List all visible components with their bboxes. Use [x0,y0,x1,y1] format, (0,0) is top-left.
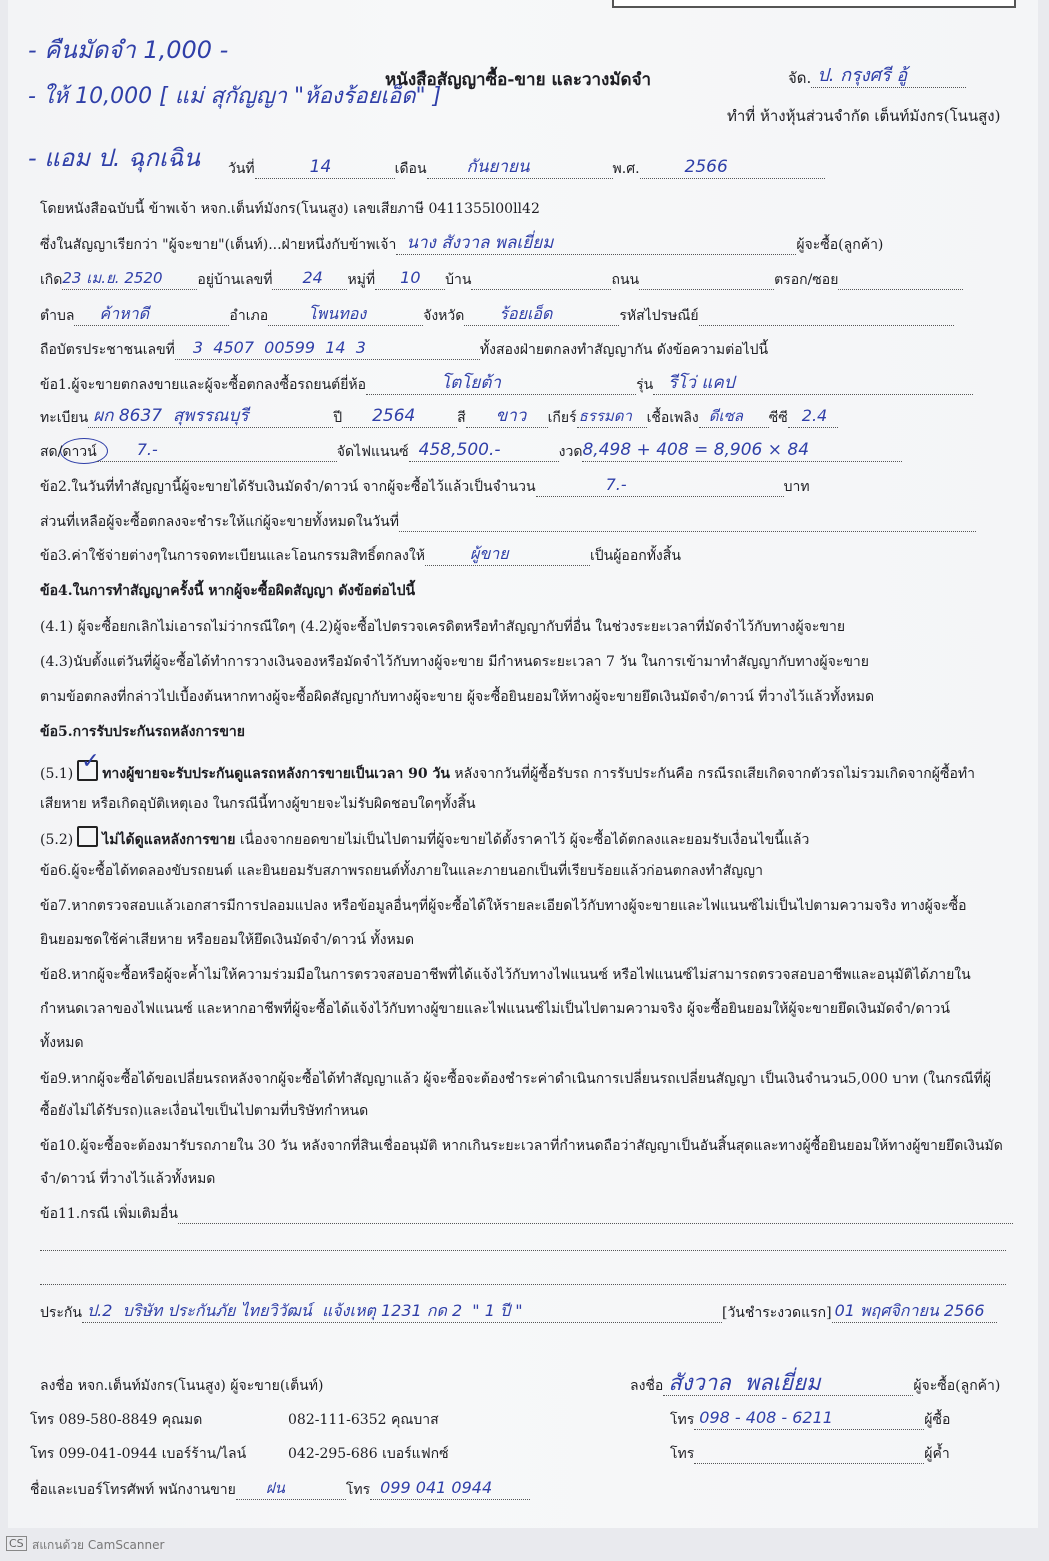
handwritten-note-give: - ให้ 10,000 [ แม่ สุกัญญา "ห้องร้อยเอ็ด" ] [28,84,442,109]
place-line: ทำที่ ห้างหุ้นส่วนจำกัด เต็นท์มังกร(โนนสูง) [727,107,1001,125]
seller-signature-line: ลงชื่อ หจก.เต็นท์มังกร(โนนสูง) ผู้จะขาย(เต็นท์) [40,1378,324,1394]
clause-2b-line: ส่วนที่เหลือผู้จะซื้อตกลงจะชำระให้แก่ผู้จะขายทั้งหมดในวันที่ [40,512,976,532]
blank-line-2 [40,1266,1006,1285]
camscanner-logo: CS [6,1536,27,1551]
shop-phone-1: โทร 089-580-8849 คุณมด [30,1412,203,1428]
clause-5-1b: เสียหาย หรือเกิดอุบัติเหตุเอง ในกรณีนี้ทางผู้ขายจะไม่รับผิดชอบใดๆทั้งสิ้น [40,796,476,812]
top-border-box [612,0,1016,8]
clause-5-2: (5.2) ไม่ได้ดูแลหลังการขาย เนื่องจากยอดขายไม่เป็นไปตามที่ผู้จะขายได้ตั้งราคาไว้ ผู้จะซื้อได้ตกลงและยอมรับเงื่อนไขนี้แล้ว [40,826,809,850]
clause-8b: กำหนดเวลาของไฟแนนซ์ และหากอาชีพที่ผู้จะซื้อได้แจ้งไว้กับทางผู้ขายและไฟแนนซ์ไม่เป็นไปตามความจริง ผู้จะซื้อยินยอมให้ผู้จะขายยึดเงินมัดจำ/ดาวน์ [40,1001,950,1017]
clause-4-1: (4.1) ผู้จะซื้อยกเลิกไม่เอารถไม่ว่ากรณีใดๆ (4.2)ผู้จะซื้อไปตรวจเครดิตหรือทำสัญญากับที่อื่น ในช่วงระยะเวลาที่มัดจำไว้กับทางผู้จะขาย [40,619,846,635]
clause-10a: ข้อ10.ผู้จะซื้อจะต้องมารับรถภายใน 30 วัน หลังจากที่สินเชื่ออนุมัติ หากเกินระยะเวลาที่กำหนดถือว่าสัญญาเป็นอันสิ้นสุดและทางผู้ซื้อยินยอมให้ทางผู้ขายยึดเงินมัด [40,1138,1003,1154]
address-line-1: เกิด 23 เม.ย. 2520 อยู่บ้านเลขที่ 24 หมู่ที่ 10 บ้าน ถนน ตรอก/ซอย [40,270,963,290]
check-mark-icon: ✓ [81,749,100,774]
handwritten-note-am: - แอม ป. ฉุกเฉิน [28,144,200,172]
clause-11: ข้อ11.กรณี เพิ่มเติมอื่น [40,1204,1013,1224]
shop-phone-2: 082-111-6352 คุณบาส [288,1412,439,1428]
clause-2-line: ข้อ2.ในวันที่ทำสัญญานี้ผู้จะขายได้รับเงินมัดจำ/ดาวน์ จากผู้จะซื้อไว้แล้วเป็นจำนวน 7.- บาท [40,475,810,495]
clause-6: ข้อ6.ผู้จะซื้อได้ทดลองขับรถยนต์ และยินยอมรับสภาพรถยนต์ทั้งภายในและภายนอกเป็นที่เรียบร้อยแล้วก่อนตกลงทำสัญญา [40,863,763,879]
jat-line: จัด. ป. กรุงศรี อู้ [788,68,966,88]
clause-5-heading: ข้อ5.การรับประกันรถหลังการขาย [40,724,245,740]
clause-4-3b: ตามข้อตกลงที่กล่าวไปเบื้องต้นหากทางผู้จะซื้อผิดสัญญากับทางผู้จะขาย ผู้จะซื้อยินยอมให้ทางผู้จะขายยึดเงินมัดจำ/ดาวน์ ที่วางไว้แล้วทั้งหมด [40,689,875,705]
intro-line: โดยหนังสือฉบับนี้ ข้าพเจ้า หจก.เต็นท์มังกร(โนนสูง) เลขเสียภาษี 0411355l00ll42 [40,201,540,217]
clause-1-line: ข้อ1.ผู้จะขายตกลงขายและผู้จะซื้อตกลงซื้อรถยนต์ยี่ห้อ โตโยต้า รุ่น รีโว่ แคป [40,375,973,395]
clause-9a: ข้อ9.หากผู้จะซื้อได้ขอเปลี่ยนรถหลังจากผู้จะซื้อได้ทำสัญญาแล้ว ผู้จะซื้อจะต้องชำระค่าดำเนินการเปลี่ยนรถเปลี่ยนสัญญา เป็นเงินจำนวน5,000 บาท (ในกรณีที่ผู้ [40,1071,992,1087]
clause-4-3: (4.3)นับตั้งแต่วันที่ผู้จะซื้อได้ทำการวางเงินจองหรือมัดจำไว้กับทางผู้จะขาย มีกำหนดระยะเวลา 7 วัน ในการเข้ามาทำสัญญากับทางผู้จะขาย [40,654,869,670]
buyer-phone-line: โทร 098 - 408 - 6211 ผู้ซื้อ [670,1408,951,1428]
clause-8a: ข้อ8.หากผู้จะซื้อหรือผู้จะค้ำไม่ให้ความร่วมมือในการตรวจสอบอาชีพที่ได้แจ้งไว้กับทางไฟแนนซ์ หรือไฟแนนซ์ไม่สามารถตรวจสอบอาชีพและอนุมัติได้ภายใน [40,967,971,983]
clause-7b: ยินยอมชดใช้ค่าเสียหาย หรือยอมให้ยึดเงินมัดจำ/ดาวน์ ทั้งหมด [40,932,415,948]
clause-5-1: (5.1) ✓ ทางผู้ขายจะรับประกันดูแลรถหลังการขายเป็นเวลา 90 วัน หลังจากวันที่ผู้ซื้อรับรถ การรับประกันคือ กรณีรถเสียเกิดจากตัวรถไม่รวมเกิดจากผู้ซื้อทำ [40,749,975,782]
clause-8c: ทั้งหมด [40,1035,84,1051]
insurance-line: ประกัน ป.2 บริษัท ประกันภัย ไทยวิวัฒน์ แจ้งเหตุ 1231 กด 2 " 1 ปี " [วันชำระงวดแรก] 01 พฤศจิกายน 2566 [40,1303,997,1323]
handwritten-note-refund: - คืนมัดจำ 1,000 - [28,36,229,64]
clause-7a: ข้อ7.หากตรวจสอบแล้วเอกสารมีการปลอมแปลง หรือข้อมูลอื่นๆที่ผู้จะซื้อได้ให้รายละเอียดไว้กับทางผู้จะขายและไฟแนนซ์ไม่เป็นไปตามความจริง ทางผู้จะซื้อ [40,898,967,914]
shop-phone-3: โทร 099-041-0944 เบอร์ร้าน/ไลน์ [30,1446,247,1462]
guarantor-phone-line: โทร ผู้ค้ำ [670,1446,950,1462]
id-card-line: ถือบัตรประชาชนเลขที่ 3 4507 00599 14 3 ทั้งสองฝ่ายตกลงทำสัญญากัน ดังข้อความต่อไปนี้ [40,338,769,358]
clause-3-line: ข้อ3.ค่าใช้จ่ายต่างๆในการจดทะเบียนและโอนกรรมสิทธิ์ตกลงให้ ผู้ขาย เป็นผู้ออกทั้งสิ้น [40,544,681,564]
buyer-name-line: ซึ่งในสัญญาเรียกว่า "ผู้จะขาย"(เต็นท์)...ฝ่ายหนึ่งกับข้าพเจ้า นาง สังวาล พลเยี่ยม ผู้จะซื้อ(ลูกค้า) [40,233,884,253]
warranty-checkbox-checked[interactable] [77,749,100,781]
camscanner-text: สแกนด้วย CamScanner [32,1538,165,1552]
price-line: สด/ดาวน์ 7.- จัดไฟแนนซ์ 458,500.- งวด 8,498 + 408 = 8,906 × 84 [40,442,902,462]
no-warranty-checkbox[interactable] [77,826,98,847]
clause-9b: ซื้อยังไม่ได้รับรถ)และเงื่อนไขเป็นไปตามที่บริษัทกำหนด [40,1103,369,1119]
staff-line: ชื่อและเบอร์โทรศัพท์ พนักงานขาย ฝน โทร 099 041 0944 [30,1480,530,1500]
clause-10b: จำ/ดาวน์ ที่วางไว้แล้วทั้งหมด [40,1171,216,1187]
registration-line: ทะเบียน ผก 8637 สุพรรณบุรี ปี 2564 สี ขาว เกียร์ ธรรมดา เชื้อเพลิง ดีเซล ซีซี 2.4 [40,408,838,428]
blank-line-1 [40,1232,1006,1251]
shop-fax: 042-295-686 เบอร์แฟกซ์ [288,1446,449,1462]
document-title: หนังสือสัญญาซื้อ-ขาย และวางมัดจำ [385,70,652,90]
date-line: วันที่ 14 เดือน กันยายน พ.ศ. 2566 [228,159,825,179]
clause-4-heading: ข้อ4.ในการทำสัญญาครั้งนี้ หากผู้จะซื้อผิดสัญญา ดังข้อต่อไปนี้ [40,583,416,599]
address-line-2: ตำบล ค้าหาดี อำเภอ โพนทอง จังหวัด ร้อยเอ็ด รหัสไปรษณีย์ [40,306,954,326]
buyer-signature-line: ลงชื่อ สังวาล พลเยี่ยม ผู้จะซื้อ(ลูกค้า) [630,1371,1001,1396]
